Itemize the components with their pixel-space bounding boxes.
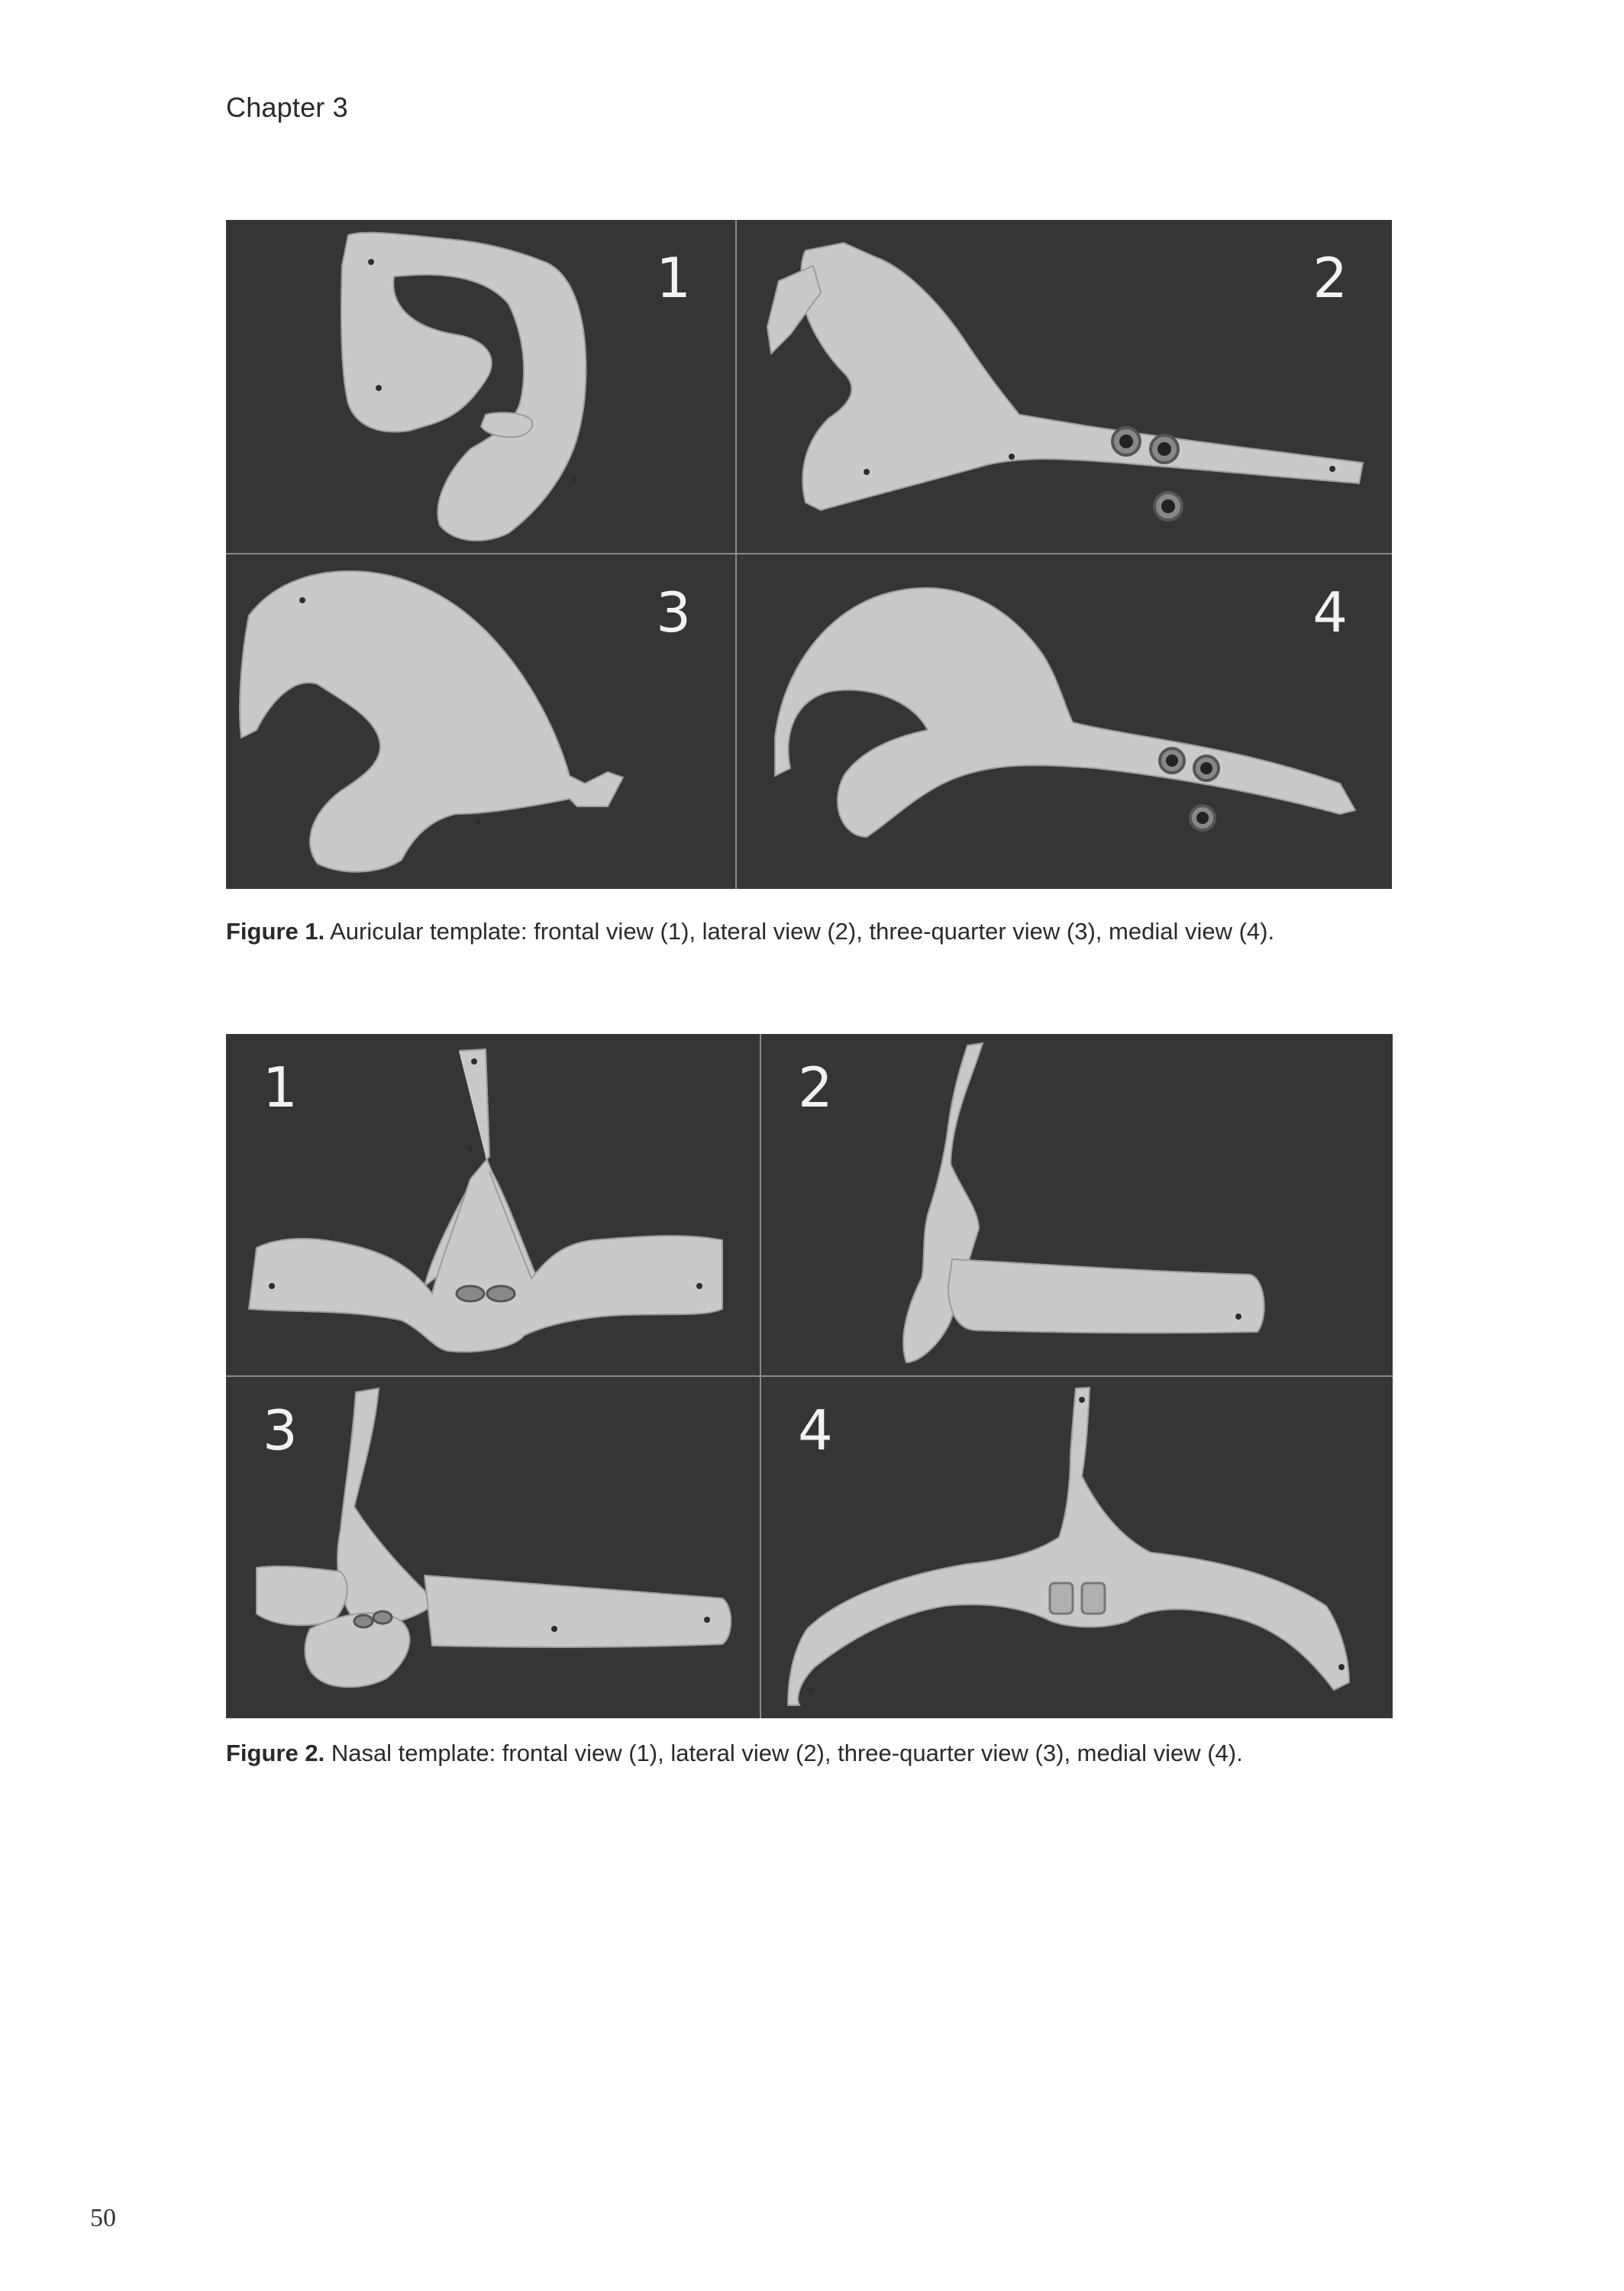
figure-1-panel-lateral <box>737 220 1392 553</box>
figure-2-caption <box>226 1740 1243 1767</box>
figure-1-panel-medial <box>737 554 1392 889</box>
nasal-template-frontal-render <box>226 1034 760 1375</box>
panel-label: 1 <box>263 1055 298 1120</box>
figure-1-panel-frontal <box>226 220 735 553</box>
caption-lead: Figure 2. <box>226 1740 325 1766</box>
figure-2-panel-medial <box>761 1377 1393 1718</box>
nasal-template-three-quarter-render <box>226 1377 760 1718</box>
caption-lead: Figure 1. <box>226 918 325 945</box>
figure-1-panel-three-quarter <box>226 554 735 889</box>
running-head: Chapter 3 <box>226 92 348 123</box>
page-number: 50 <box>90 2204 116 2232</box>
caption-text: Nasal template: frontal view (1), lateral view (2), three-quarter view (3), medial view (4). <box>324 1740 1243 1766</box>
panel-label: 1 <box>656 246 691 310</box>
auricular-template-lateral-render <box>737 220 1392 553</box>
figure-1-caption <box>226 918 1274 945</box>
auricular-template-medial-render <box>737 554 1392 889</box>
panel-label: 2 <box>1312 246 1348 310</box>
panel-label: 4 <box>1312 580 1348 645</box>
panel-label: 3 <box>656 580 691 645</box>
figure-2-panel-lateral <box>761 1034 1393 1375</box>
nasal-template-medial-render <box>761 1377 1393 1718</box>
nasal-template-lateral-render <box>761 1034 1393 1375</box>
caption-text: Auricular template: frontal view (1), lateral view (2), three-quarter view (3), medial view (4). <box>324 918 1275 945</box>
figure-2-image-grid <box>226 1034 1393 1718</box>
panel-label: 2 <box>798 1055 833 1120</box>
panel-label: 4 <box>798 1398 833 1462</box>
figure-2-panel-three-quarter <box>226 1377 760 1718</box>
figure-2-panel-frontal <box>226 1034 760 1375</box>
figure-1-image-grid <box>226 220 1392 889</box>
panel-label: 3 <box>263 1398 298 1462</box>
